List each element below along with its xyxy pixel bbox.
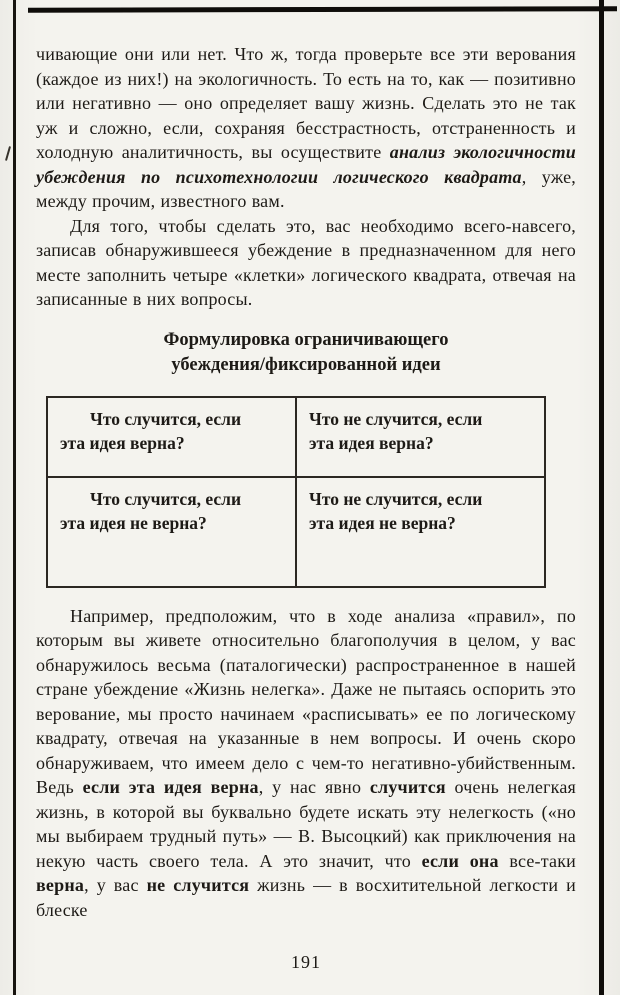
paragraph-example-analysis [36,604,576,923]
text-segment: Например, предположим, что в ходе анализа «правил», по которым вы живете относительно благополучия в целом, у вас обнаружилось весьма (паталогически) распространенное в нашей стране убеждение «Жизнь нелегка». Даже не пытаясь оспорить это верование, мы просто начинаем «расписывать» ее по логическому квадрату, отвечая на указанные в нем вопросы. И очень скоро обнаруживаем, что имеем дело с чем-то негативно-убийственным. Ведь [36,605,576,797]
margin-pen-mark [5,146,11,161]
text-segment: все-таки [498,850,576,871]
cell-line-1: Что случится, если [90,488,242,509]
section-heading [36,328,576,378]
table-row [47,477,545,587]
table-cell-happens-if-not-true [47,477,296,587]
emphasis-true: верна [36,875,85,895]
scan-border-top [28,6,617,13]
logic-square-table [46,396,546,588]
cell-line-1: Что случится, если [90,408,242,429]
text-segment: , у нас явно [258,777,370,797]
paragraph-ecology-check [36,42,576,214]
page-content [36,42,576,995]
text-segment: , у вас [84,875,147,895]
table-cell-not-happens-if-not-true [296,477,545,587]
cell-line-2: эта идея верна? [309,432,434,453]
cell-line-2: эта идея верна? [60,432,185,453]
cell-line-2: эта идея не верна? [309,512,456,533]
page-number: 191 [291,952,321,972]
text-segment: , уже, между прочим, известного вам. [36,166,576,211]
emphasis-not-happen: не случится [146,875,250,895]
emphasis-if-it: если она [421,850,499,871]
cell-line-2: эта идея не верна? [60,512,207,533]
text-segment: жизнь — в восхитительной легкости и блеске [36,875,576,920]
heading-line-1: Формулировка ограничивающего [163,329,449,350]
emphasis-will-happen: случится [369,777,446,797]
text-segment: очень нелегкая жизнь, в которой вы буквально будете искать эту нелегкость («но мы выбираем трудный путь» — В. Высоцкий) как приключения на некую часть своего тела. А это значит, что [36,777,576,871]
table-row [47,397,545,477]
paragraph-instructions [36,214,576,312]
scan-border-left [13,0,16,995]
emphasis-phrase-logic-square-analysis: анализ экологичности убеждения по психотехнологии логического квадрата [36,142,576,187]
text-segment: чивающие они или нет. Что ж, тогда проверьте все эти верования (каждое из них!) на экологичность. То есть на то, как — позитивно или негативно — оно определяет вашу жизнь. Сделать это не так уж и сложно, если, сохраняя бесстрастность, отстраненность и холодную аналитичность, вы осуществите [36,44,576,162]
emphasis-if-idea-true: если эта идея верна [82,777,259,797]
table-cell-not-happens-if-true [296,397,545,477]
cell-line-1: Что не случится, если [309,408,483,429]
heading-line-2: убеждения/фиксированной идеи [171,354,441,375]
table-cell-happens-if-true [47,397,296,477]
cell-line-1: Что не случится, если [309,488,483,509]
scan-border-right [599,0,604,995]
text-segment: Для того, чтобы сделать это, вас необходимо всего-навсего, записав обнаружившееся убеждение в предназначенном для него месте заполнить четыре «клетки» логического квадрата, отвечая на записанные в них вопросы. [36,215,576,309]
